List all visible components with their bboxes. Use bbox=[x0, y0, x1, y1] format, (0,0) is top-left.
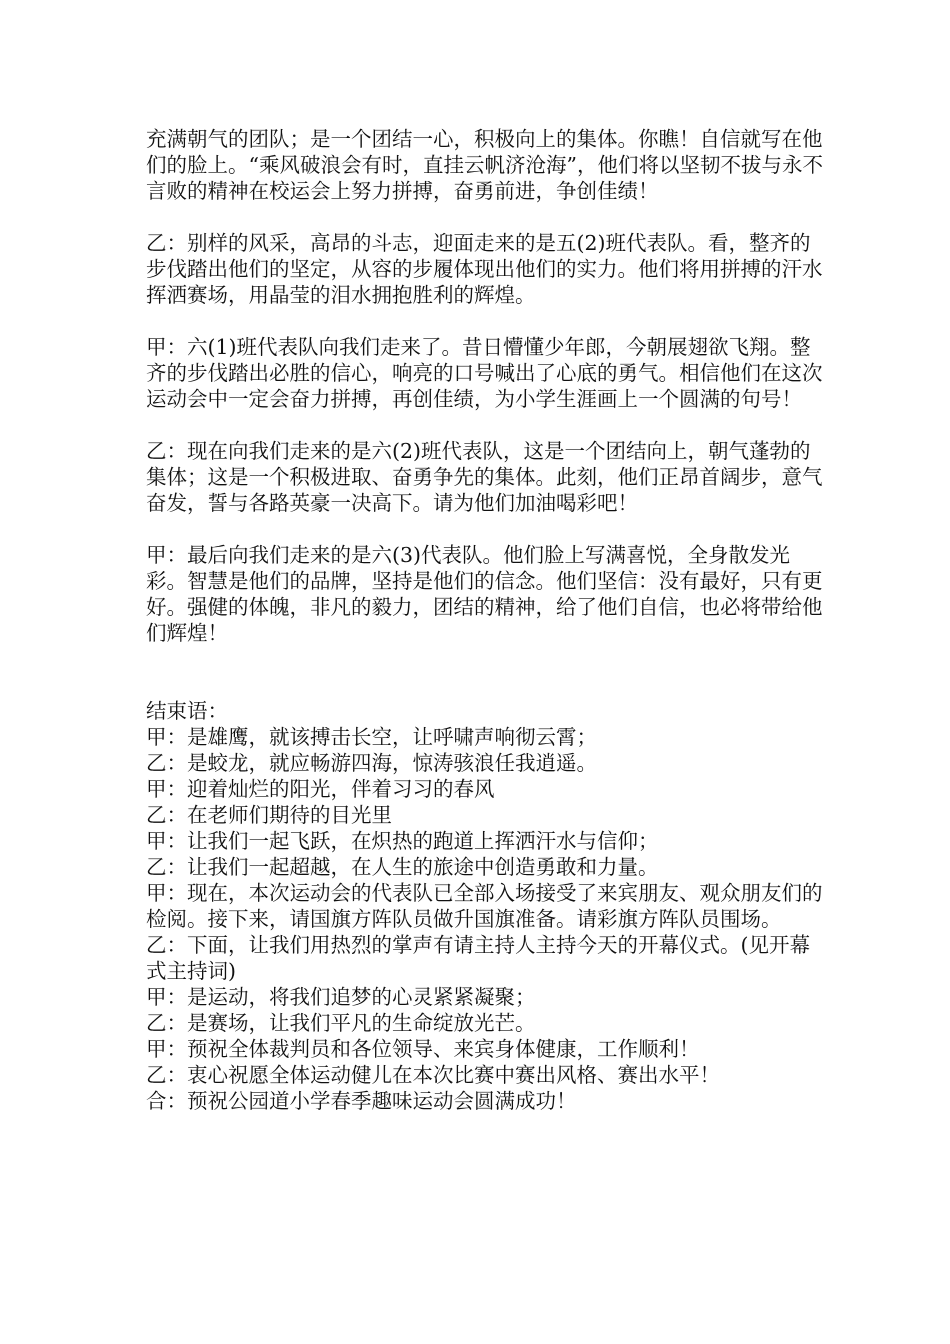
closing-line: 乙：让我们一起超越，在人生的旅途中创造勇敢和力量。 bbox=[146, 855, 659, 879]
closing-line: 甲：是雄鹰，就该搏击长空，让呼啸声响彻云霄； bbox=[146, 725, 597, 749]
closing-line: 乙：衷心祝愿全体运动健儿在本次比赛中赛出风格、赛出水平！ bbox=[146, 1063, 720, 1087]
paragraph: 乙：别样的风采，高昂的斗志，迎面走来的是五(2)班代表队。看，整齐的步伐踏出他们的坚定，从容的步履体现出他们的实力。他们将用拼搏的汗水挥洒赛场，用晶莹的泪水拥抱胜利的辉煌。 bbox=[146, 231, 823, 307]
closing-heading: 结束语： bbox=[146, 699, 228, 723]
closing-line: 乙：下面，让我们用热烈的掌声有请主持人主持今天的开幕仪式。(见开幕式主持词) bbox=[146, 933, 810, 983]
paragraph: 充满朝气的团队；是一个团结一心，积极向上的集体。你瞧！自信就写在他们的脸上。“乘风破浪会有时，直挂云帆济沧海”，他们将以坚韧不拔与永不言败的精神在校运会上努力拼搏，奋勇前进，争创佳绩！ bbox=[146, 127, 823, 203]
closing-line: 甲：现在，本次运动会的代表队已全部入场接受了来宾朋友、观众朋友们的检阅。接下来，请国旗方阵队员做升国旗准备。请彩旗方阵队员围场。 bbox=[146, 881, 823, 931]
closing-section bbox=[146, 698, 826, 1114]
closing-line: 乙：在老师们期待的目光里 bbox=[146, 803, 392, 827]
paragraph: 甲：六(1)班代表队向我们走来了。昔日懵懂少年郎，今朝展翅欲飞翔。整齐的步伐踏出必胜的信心，响亮的口号喊出了心底的勇气。相信他们在这次运动会中一定会奋力拼搏，再创佳绩，为小学生涯画上一个圆满的句号！ bbox=[146, 335, 823, 411]
paragraph: 乙：现在向我们走来的是六(2)班代表队，这是一个团结向上，朝气蓬勃的集体；这是一个积极进取、奋勇争先的集体。此刻，他们正昂首阔步，意气奋发，誓与各路英豪一决高下。请为他们加油喝彩吧！ bbox=[146, 439, 823, 515]
closing-line: 甲：是运动，将我们追梦的心灵紧紧凝聚； bbox=[146, 985, 536, 1009]
document-body bbox=[146, 126, 826, 1114]
closing-line: 甲：让我们一起飞跃，在炽热的跑道上挥洒汗水与信仰； bbox=[146, 829, 659, 853]
closing-line: 乙：是赛场，让我们平凡的生命绽放光芒。 bbox=[146, 1011, 536, 1035]
paragraph: 甲：最后向我们走来的是六(3)代表队。他们脸上写满喜悦，全身散发光彩。智慧是他们的品牌，坚持是他们的信念。他们坚信：没有最好，只有更好。强健的体魄，非凡的毅力，团结的精神，给了他们自信，也必将带给他们辉煌！ bbox=[146, 543, 823, 645]
closing-line: 甲：迎着灿烂的阳光，伴着习习的春风 bbox=[146, 777, 495, 801]
closing-line: 乙：是蛟龙，就应畅游四海，惊涛骇浪任我逍遥。 bbox=[146, 751, 597, 775]
closing-line: 合：预祝公园道小学春季趣味运动会圆满成功！ bbox=[146, 1089, 577, 1113]
closing-line: 甲：预祝全体裁判员和各位领导、来宾身体健康，工作顺利！ bbox=[146, 1037, 700, 1061]
